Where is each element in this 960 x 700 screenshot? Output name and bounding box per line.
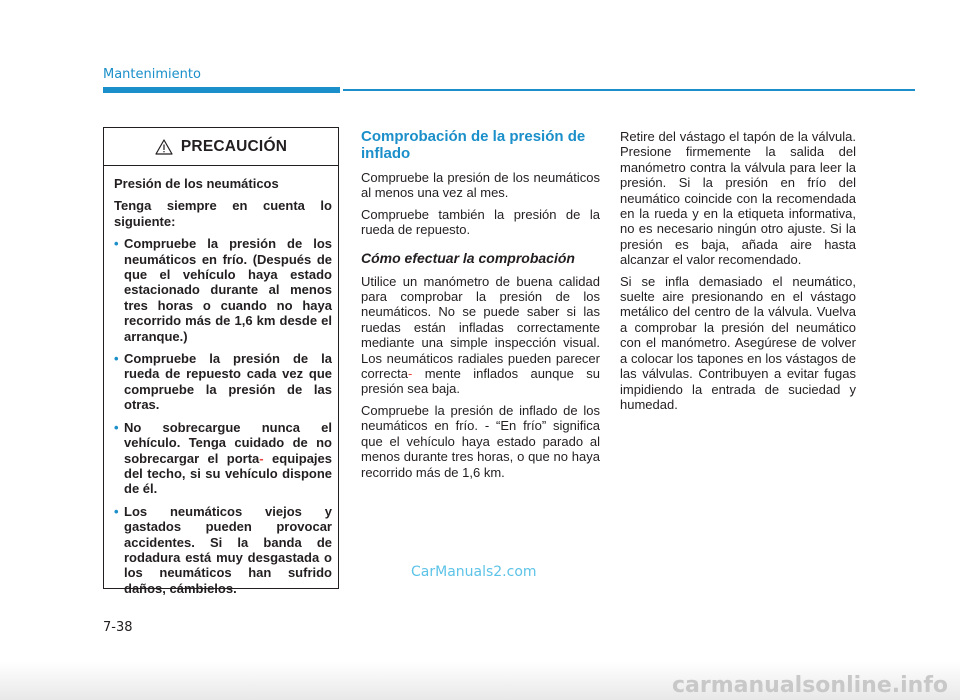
caution-item	[114, 351, 332, 413]
caution-heading: Presión de los neumáticos	[114, 176, 279, 191]
page-number: 7-38	[103, 620, 133, 635]
watermark-link[interactable]: CarManuals2.com	[411, 564, 537, 580]
caution-body	[104, 166, 338, 596]
bullet-icon: •	[114, 351, 119, 367]
caution-title: PRECAUCIÓN	[180, 137, 288, 155]
caution-item	[114, 420, 332, 497]
caution-item-text: Los neumáticos viejos y gastados pueden provocar accidentes. Si la banda de rodadura está muy desgastada o los neumáticos han sufrido daños, cámbielos.	[124, 503, 332, 596]
warning-triangle-icon	[155, 139, 173, 155]
paragraph-part: mente inflados aunque su presión sea baja.	[361, 366, 600, 397]
caution-item-text: Compruebe la presión de la rueda de repuesto cada vez que compruebe la presión de las otras.	[124, 351, 332, 413]
header-rule-thick	[103, 87, 340, 93]
bullet-icon: •	[114, 236, 119, 252]
content-column-2	[361, 129, 600, 486]
paragraph: Retire del vástago el tapón de la válvula. Presione firmemente la salida del manómetro contra la válvula para leer la presión. Si la presión en frío del neumático coincide con la recomendada en la rueda y en la etiqueta informativa, no es necesario ningún otro ajuste. Si la presión es baja, añada aire hasta alcanzar el valor recomendado.	[620, 129, 856, 268]
caution-item-text: Compruebe la presión de los neumáticos en frío. (Después de que el vehículo haya estado estacionado durante al menos tres horas o cuando no haya recorrido más de 1,6 km desde el arranque.)	[124, 236, 332, 344]
caution-item	[114, 236, 332, 344]
caution-header	[104, 128, 338, 166]
paragraph: Si se infla demasiado el neumático, suelte aire presionando en el vástago metálico del centro de la válvula. Vuelva a comprobar la presión del neumático con el manómetro. Asegúrese de volver a colocar los tapones en los vástagos de las válvulas. Contribuyen a evitar fugas impidiendo la entrada de suciedad y humedad.	[620, 273, 856, 412]
paragraph: Compruebe la presión de los neumáticos al menos una vez al mes.	[361, 170, 600, 201]
caution-item-text: No sobrecargue nunca el vehículo. Tenga cuidado de no sobrecargar el porta	[124, 419, 332, 466]
section-title: Mantenimiento	[103, 67, 201, 82]
header-rule-thin	[343, 89, 915, 91]
section-heading: Comprobación de la presión de inflado	[361, 128, 586, 162]
hyphen-mark: -	[407, 366, 413, 382]
sub-heading: Cómo efectuar la comprobación	[361, 249, 575, 266]
caution-item	[114, 504, 332, 596]
paragraph: Compruebe la presión de inflado de los neumáticos en frío. - “En frío” significa que el vehículo haya estado parado al menos durante tres horas, o que no haya recorrido más de 1,6 km.	[361, 402, 600, 480]
caution-list	[114, 236, 332, 596]
bullet-icon: •	[114, 503, 119, 519]
caution-box	[103, 127, 339, 596]
hyphen-mark: -	[259, 450, 264, 466]
bullet-icon: •	[114, 419, 119, 435]
paragraph	[361, 274, 600, 397]
paragraph-part: Utilice un manómetro de buena calidad para comprobar la presión de los neumáticos. No se puede saber si las ruedas están infladas correctamente mediante una simple inspección visual. Los neumáticos radiales pueden parecer correcta	[361, 273, 600, 382]
content-column-3	[620, 129, 856, 418]
caution-intro: Tenga siempre en cuenta lo siguiente:	[114, 198, 332, 229]
footer-site-watermark: carmanualsonline.info	[672, 673, 948, 698]
paragraph: Compruebe también la presión de la rueda de repuesto.	[361, 206, 600, 238]
caution-item-tail: equipajes del techo, si su vehículo dispone de él.	[124, 450, 332, 497]
